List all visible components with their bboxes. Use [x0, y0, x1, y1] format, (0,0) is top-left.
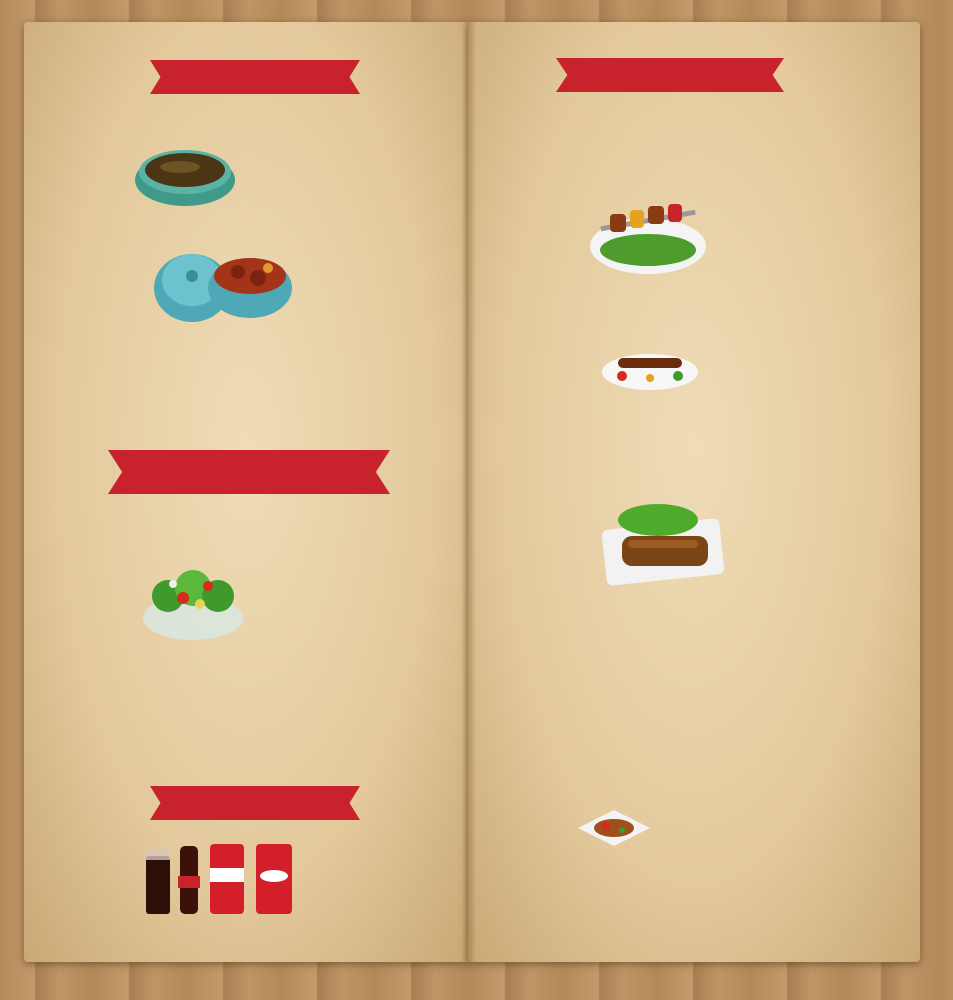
section-title-tagines — [150, 60, 360, 94]
salad-bowl-icon — [138, 556, 248, 646]
section-title-grills — [556, 58, 784, 92]
section-title-drinks — [150, 786, 360, 820]
molokhia-clay-dish-icon — [130, 132, 240, 212]
small-grill-plate-icon — [574, 806, 654, 850]
blue-pot-stew-icon — [150, 228, 300, 328]
kofta-plate-icon — [600, 346, 700, 392]
cola-drinks-icon — [140, 836, 300, 920]
menu-right-page — [468, 22, 920, 962]
page-fold — [462, 22, 476, 962]
section-title-salads — [108, 450, 390, 494]
kebab-skewers-icon — [588, 190, 710, 278]
meat-plate-icon — [598, 496, 728, 588]
